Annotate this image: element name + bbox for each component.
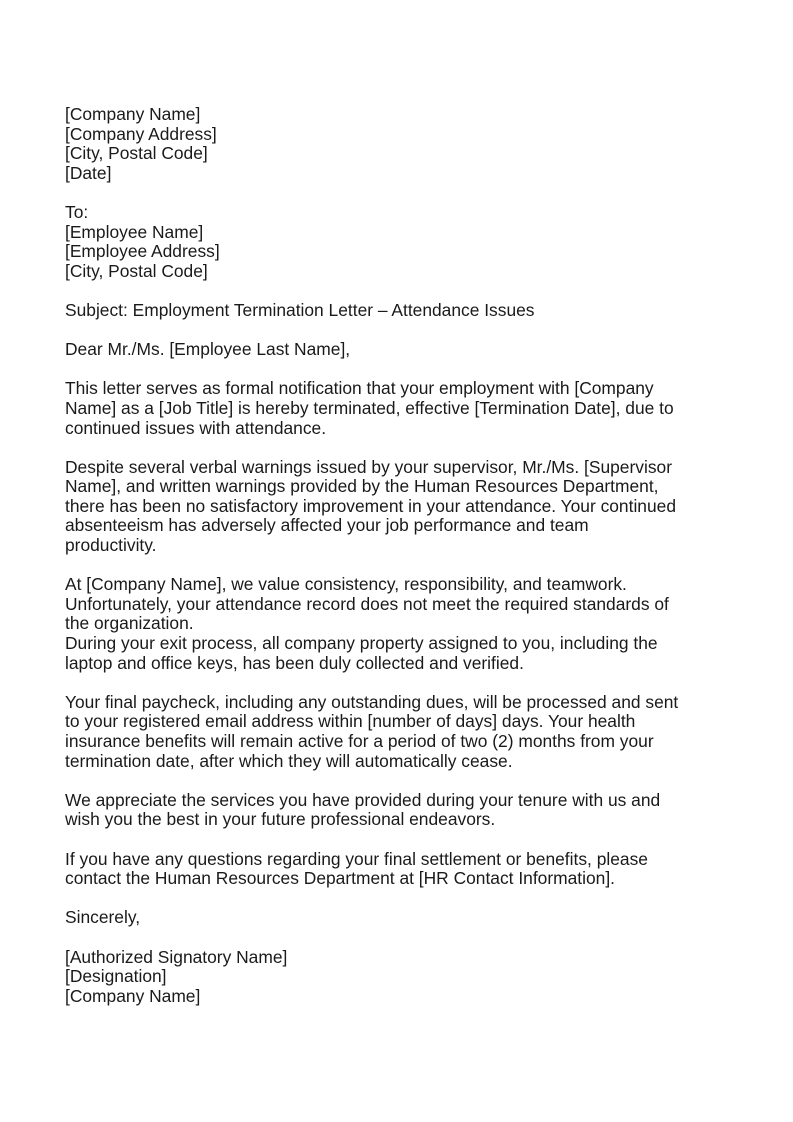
paragraph-final-pay bbox=[65, 693, 745, 771]
sender-company-name: [Company Name] bbox=[65, 104, 201, 124]
subject-text: Subject: Employment Termination Letter – Attendance Issues bbox=[65, 299, 535, 320]
paragraph-appreciation bbox=[65, 791, 745, 830]
sender-company-address: [Company Address] bbox=[65, 123, 217, 144]
paragraph-line: there has been no satisfactory improvement in your attendance. Your continued bbox=[65, 495, 676, 516]
letter-date: [Date] bbox=[65, 162, 112, 183]
closing-text: Sincerely, bbox=[65, 907, 141, 928]
paragraph-line: laptop and office keys, has been duly collected and verified. bbox=[65, 652, 524, 673]
paragraph-line: At [Company Name], we value consistency, responsibility, and teamwork. bbox=[65, 574, 627, 595]
paragraph-line: productivity. bbox=[65, 535, 157, 556]
paragraph-line: Despite several verbal warnings issued by your supervisor, Mr./Ms. [Supervisor bbox=[65, 456, 672, 477]
signatory-company-name: [Company Name] bbox=[65, 985, 201, 1006]
subject-line bbox=[65, 301, 745, 321]
paragraph-line: insurance benefits will remain active for a period of two (2) months from your bbox=[65, 731, 654, 751]
paragraph-line: This letter serves as formal notification that your employment with [Company bbox=[65, 378, 654, 399]
employee-city-postal: [City, Postal Code] bbox=[65, 260, 208, 281]
paragraph-line: to your registered email address within [number of days] days. Your health bbox=[65, 711, 636, 732]
signatory-name: [Authorized Signatory Name] bbox=[65, 946, 288, 967]
signature-block bbox=[65, 948, 745, 1007]
salutation-text: Dear Mr./Ms. [Employee Last Name], bbox=[65, 339, 351, 360]
employee-address: [Employee Address] bbox=[65, 241, 220, 262]
paragraph-line: termination date, after which they will automatically cease. bbox=[65, 750, 513, 771]
paragraph-line: wish you the best in your future professional endeavors. bbox=[65, 809, 496, 830]
to-label: To: bbox=[65, 201, 89, 222]
paragraph-line: Name], and written warnings provided by the Human Resources Department, bbox=[65, 476, 659, 497]
signatory-designation: [Designation] bbox=[65, 966, 167, 987]
paragraph-notification bbox=[65, 379, 745, 438]
paragraph-line: the organization. bbox=[65, 613, 194, 634]
sender-city-postal: [City, Postal Code] bbox=[65, 143, 208, 164]
paragraph-line: contact the Human Resources Department at [HR Contact Information]. bbox=[65, 868, 615, 889]
paragraph-line: Your final paycheck, including any outstanding dues, will be processed and sent bbox=[65, 691, 679, 712]
paragraph-line: absenteeism has adversely affected your job performance and team bbox=[65, 515, 589, 536]
paragraph-values-and-exit bbox=[65, 575, 745, 673]
paragraph-line: If you have any questions regarding your final settlement or benefits, please bbox=[65, 848, 648, 869]
paragraph-warnings bbox=[65, 458, 745, 556]
paragraph-contact bbox=[65, 850, 745, 889]
employee-name: [Employee Name] bbox=[65, 221, 204, 242]
paragraph-line: Name] as a [Job Title] is hereby terminated, effective [Termination Date], due to bbox=[65, 397, 674, 418]
recipient-block bbox=[65, 203, 745, 281]
paragraph-line: continued issues with attendance. bbox=[65, 417, 327, 438]
paragraph-line: Unfortunately, your attendance record does not meet the required standards of bbox=[65, 593, 669, 614]
sender-block bbox=[65, 105, 745, 183]
paragraph-line: During your exit process, all company property assigned to you, including the bbox=[65, 633, 658, 654]
salutation bbox=[65, 340, 745, 360]
termination-letter bbox=[65, 105, 745, 1006]
paragraph-line: We appreciate the services you have provided during your tenure with us and bbox=[65, 789, 661, 810]
closing bbox=[65, 908, 745, 928]
